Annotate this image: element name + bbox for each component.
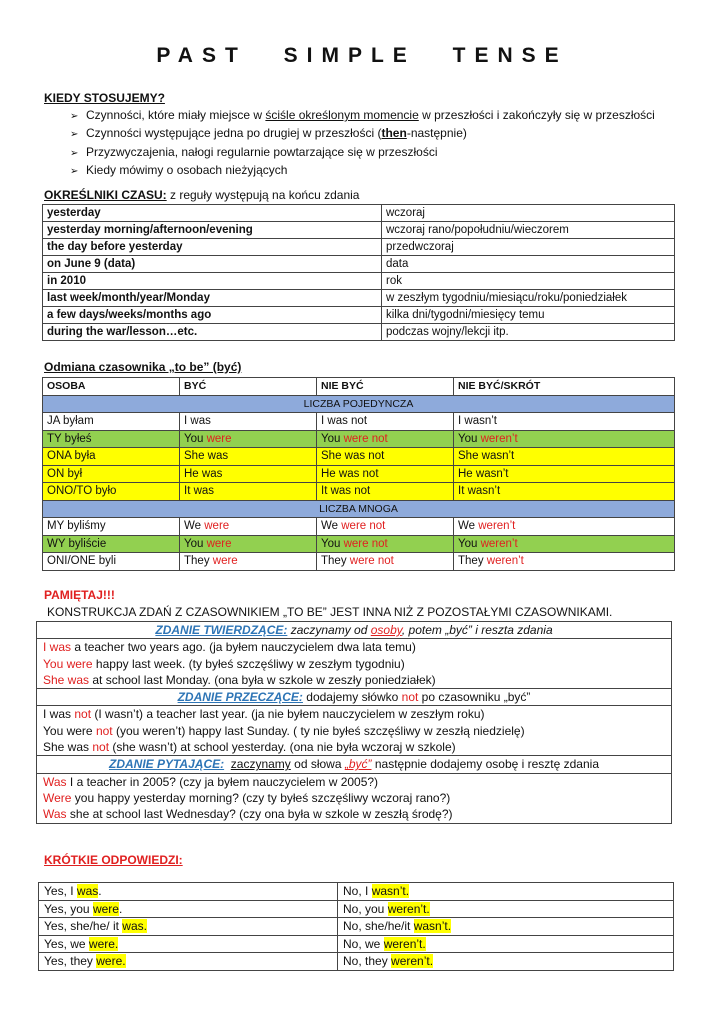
table-row [43, 222, 675, 239]
conjugation-cell: You were [180, 430, 317, 448]
column-header: NIE BYĆ/SKRÓT [454, 378, 675, 396]
conjugation-cell: They weren’t [454, 553, 675, 571]
conjugation-cell: I was [180, 413, 317, 431]
table-row [43, 205, 675, 222]
table-row [43, 256, 675, 273]
column-header: OSOBA [43, 378, 180, 396]
list-item: ➢ Czynności występujące jedna po drugiej w przeszłości (then-następnie) [70, 125, 655, 143]
english-phrase: during the war/lesson…etc. [43, 324, 382, 341]
table-row [39, 935, 674, 953]
conjugation-cell: You weren’t [454, 430, 675, 448]
table-row [43, 239, 675, 256]
polish-phrase: w zeszłym tygodniu/miesiącu/roku/poniedziałek [382, 290, 675, 307]
conjugation-cell: JA byłam [43, 413, 180, 431]
example-sentence: She was not (she wasn’t) at school yesterday. (ona nie była wczoraj w szkole) [43, 740, 456, 755]
table-header-row [43, 378, 675, 396]
table-row [43, 290, 675, 307]
conjugation-cell: It was not [317, 483, 454, 501]
okreslniki-heading: OKREŚLNIKI CZASU: [44, 188, 167, 202]
kiedy-list [70, 107, 655, 180]
english-phrase: last week/month/year/Monday [43, 290, 382, 307]
arrow-bullet-icon: ➢ [70, 165, 79, 177]
band-row [43, 395, 675, 413]
conjugation-cell: He was [180, 465, 317, 483]
band-label: LICZBA POJEDYNCZA [43, 395, 675, 413]
polish-phrase: rok [382, 273, 675, 290]
conjugation-cell: ON był [43, 465, 180, 483]
yes-answer: Yes, they were. [39, 953, 338, 971]
polish-phrase: data [382, 256, 675, 273]
polish-phrase: przedwczoraj [382, 239, 675, 256]
conjugation-cell: You were not [317, 430, 454, 448]
conjugation-cell: She wasn’t [454, 448, 675, 466]
table-row [43, 324, 675, 341]
short-answers-table [38, 882, 674, 971]
conjugation-cell: We were [180, 518, 317, 536]
example-sentence: I was not (I wasn’t) a teacher last year. (ja nie byłem nauczycielem w zeszłym roku) [43, 707, 485, 722]
kiedy-heading: KIEDY STOSUJEMY? [44, 91, 165, 105]
example-sentence: You were not (you weren’t) happy last Sunday. ( ty nie byłeś szczęśliwy w zeszłą niedzielę) [43, 723, 525, 738]
conjugation-cell: ONO/TO było [43, 483, 180, 501]
table-row [43, 413, 675, 431]
conjugation-cell: She was not [317, 448, 454, 466]
conjugation-cell: They were not [317, 553, 454, 571]
przeczace-examples [37, 706, 672, 756]
yes-answer: Yes, she/he/ it was. [39, 918, 338, 936]
odmiana-heading: Odmiana czasownika „to be” (być) [44, 360, 242, 374]
okreslniki-heading-line [44, 188, 359, 202]
conjugation-cell: You weren’t [454, 535, 675, 553]
twierdzace-header: ZDANIE TWIERDZĄCE: zaczynamy od osoby, potem „być” i reszta zdania [37, 622, 672, 639]
english-phrase: in 2010 [43, 273, 382, 290]
example-sentence: I was a teacher two years ago. (ja byłem nauczycielem dwa lata temu) [43, 640, 416, 655]
okreslniki-subtitle: z reguły występują na końcu zdania [166, 188, 360, 202]
yes-answer: Yes, we were. [39, 935, 338, 953]
table-row [43, 465, 675, 483]
example-sentence: Was I a teacher in 2005? (czy ja byłem nauczycielem w 2005?) [43, 774, 379, 789]
no-answer: No, they weren’t. [338, 953, 674, 971]
twierdzace-examples [37, 639, 672, 689]
conjugation-cell: I was not [317, 413, 454, 431]
sentence-types-table [36, 621, 672, 824]
conjugation-cell: We were not [317, 518, 454, 536]
english-phrase: on June 9 (data) [43, 256, 382, 273]
band-label: LICZBA MNOGA [43, 500, 675, 518]
table-row [43, 430, 675, 448]
okreslniki-table [42, 204, 675, 341]
odmiana-table [42, 377, 675, 571]
arrow-bullet-icon: ➢ [70, 111, 79, 122]
page-title: PAST SIMPLE TENSE [156, 44, 568, 67]
pamietaj-heading: PAMIĘTAJ!!! [44, 588, 115, 602]
conjugation-cell: It wasn’t [454, 483, 675, 501]
example-sentence: You were happy last week. (ty byłeś szczęśliwy w zeszłym tygodniu) [43, 656, 405, 671]
table-row [43, 273, 675, 290]
polish-phrase: wczoraj [382, 205, 675, 222]
no-answer: No, she/he/it wasn’t. [338, 918, 674, 936]
column-header: NIE BYĆ [317, 378, 454, 396]
column-header: BYĆ [180, 378, 317, 396]
conjugation-cell: ONI/ONE byli [43, 553, 180, 571]
conjugation-cell: You were not [317, 535, 454, 553]
conjugation-cell: They were [180, 553, 317, 571]
table-row [39, 918, 674, 936]
przeczace-header: ZDANIE PRZECZĄCE: dodajemy słówko not po czasowniku „być” [37, 689, 672, 706]
conjugation-cell: TY byłeś [43, 430, 180, 448]
example-sentence: Were you happy yesterday morning? (czy ty byłeś szczęśliwy wczoraj rano?) [43, 790, 451, 805]
list-item: ➢ Przyzwyczajenia, nałogi regularnie powtarzające się w przeszłości [70, 144, 655, 162]
polish-phrase: kilka dni/tygodni/miesięcy temu [382, 307, 675, 324]
english-phrase: yesterday morning/afternoon/evening [43, 222, 382, 239]
arrow-bullet-icon: ➢ [70, 129, 79, 141]
no-answer: No, I wasn’t. [338, 883, 674, 901]
table-row [43, 553, 675, 571]
table-row [43, 535, 675, 553]
polish-phrase: podczas wojny/lekcji itp. [382, 324, 675, 341]
english-phrase: the day before yesterday [43, 239, 382, 256]
conjugation-cell: He was not [317, 465, 454, 483]
conjugation-cell: It was [180, 483, 317, 501]
conjugation-cell: MY byliśmy [43, 518, 180, 536]
pytajace-header: ZDANIE PYTAJĄCE: zaczynamy od słowa „być” następnie dodajemy osobę i resztę zdania [37, 756, 672, 773]
table-row [39, 953, 674, 971]
no-answer: No, you weren’t. [338, 900, 674, 918]
pytajace-examples [37, 773, 672, 823]
table-row [43, 307, 675, 324]
table-row [39, 900, 674, 918]
pamietaj-text: KONSTRUKCJA ZDAŃ Z CZASOWNIKIEM „TO BE” JEST INNA NIŻ Z POZOSTAŁYMI CZASOWNIKAMI. [47, 605, 613, 619]
yes-answer: Yes, I was. [39, 883, 338, 901]
table-row [43, 448, 675, 466]
conjugation-cell: He wasn’t [454, 465, 675, 483]
table-row [43, 518, 675, 536]
yes-answer: Yes, you were. [39, 900, 338, 918]
conjugation-cell: You were [180, 535, 317, 553]
conjugation-cell: WY byliście [43, 535, 180, 553]
arrow-bullet-icon: ➢ [70, 147, 79, 159]
english-phrase: a few days/weeks/months ago [43, 307, 382, 324]
english-phrase: yesterday [43, 205, 382, 222]
conjugation-cell: ONA była [43, 448, 180, 466]
band-row [43, 500, 675, 518]
conjugation-cell: She was [180, 448, 317, 466]
krotkie-heading: KRÓTKIE ODPOWIEDZI: [44, 853, 183, 867]
example-sentence: Was she at school last Wednesday? (czy ona była w szkole w zeszłą środę?) [43, 807, 453, 822]
table-row [43, 483, 675, 501]
list-item: ➢ Kiedy mówimy o osobach nieżyjących [70, 162, 655, 180]
polish-phrase: wczoraj rano/popołudniu/wieczorem [382, 222, 675, 239]
no-answer: No, we weren’t. [338, 935, 674, 953]
example-sentence: She was at school last Monday. (ona była w szkole w zeszły poniedziałek) [43, 672, 436, 687]
conjugation-cell: I wasn’t [454, 413, 675, 431]
conjugation-cell: We weren’t [454, 518, 675, 536]
table-row [39, 883, 674, 901]
list-item: ➢ Czynności, które miały miejsce w ściśle określonym momencie w przeszłości i zakończyły się w przeszłości [70, 107, 655, 125]
